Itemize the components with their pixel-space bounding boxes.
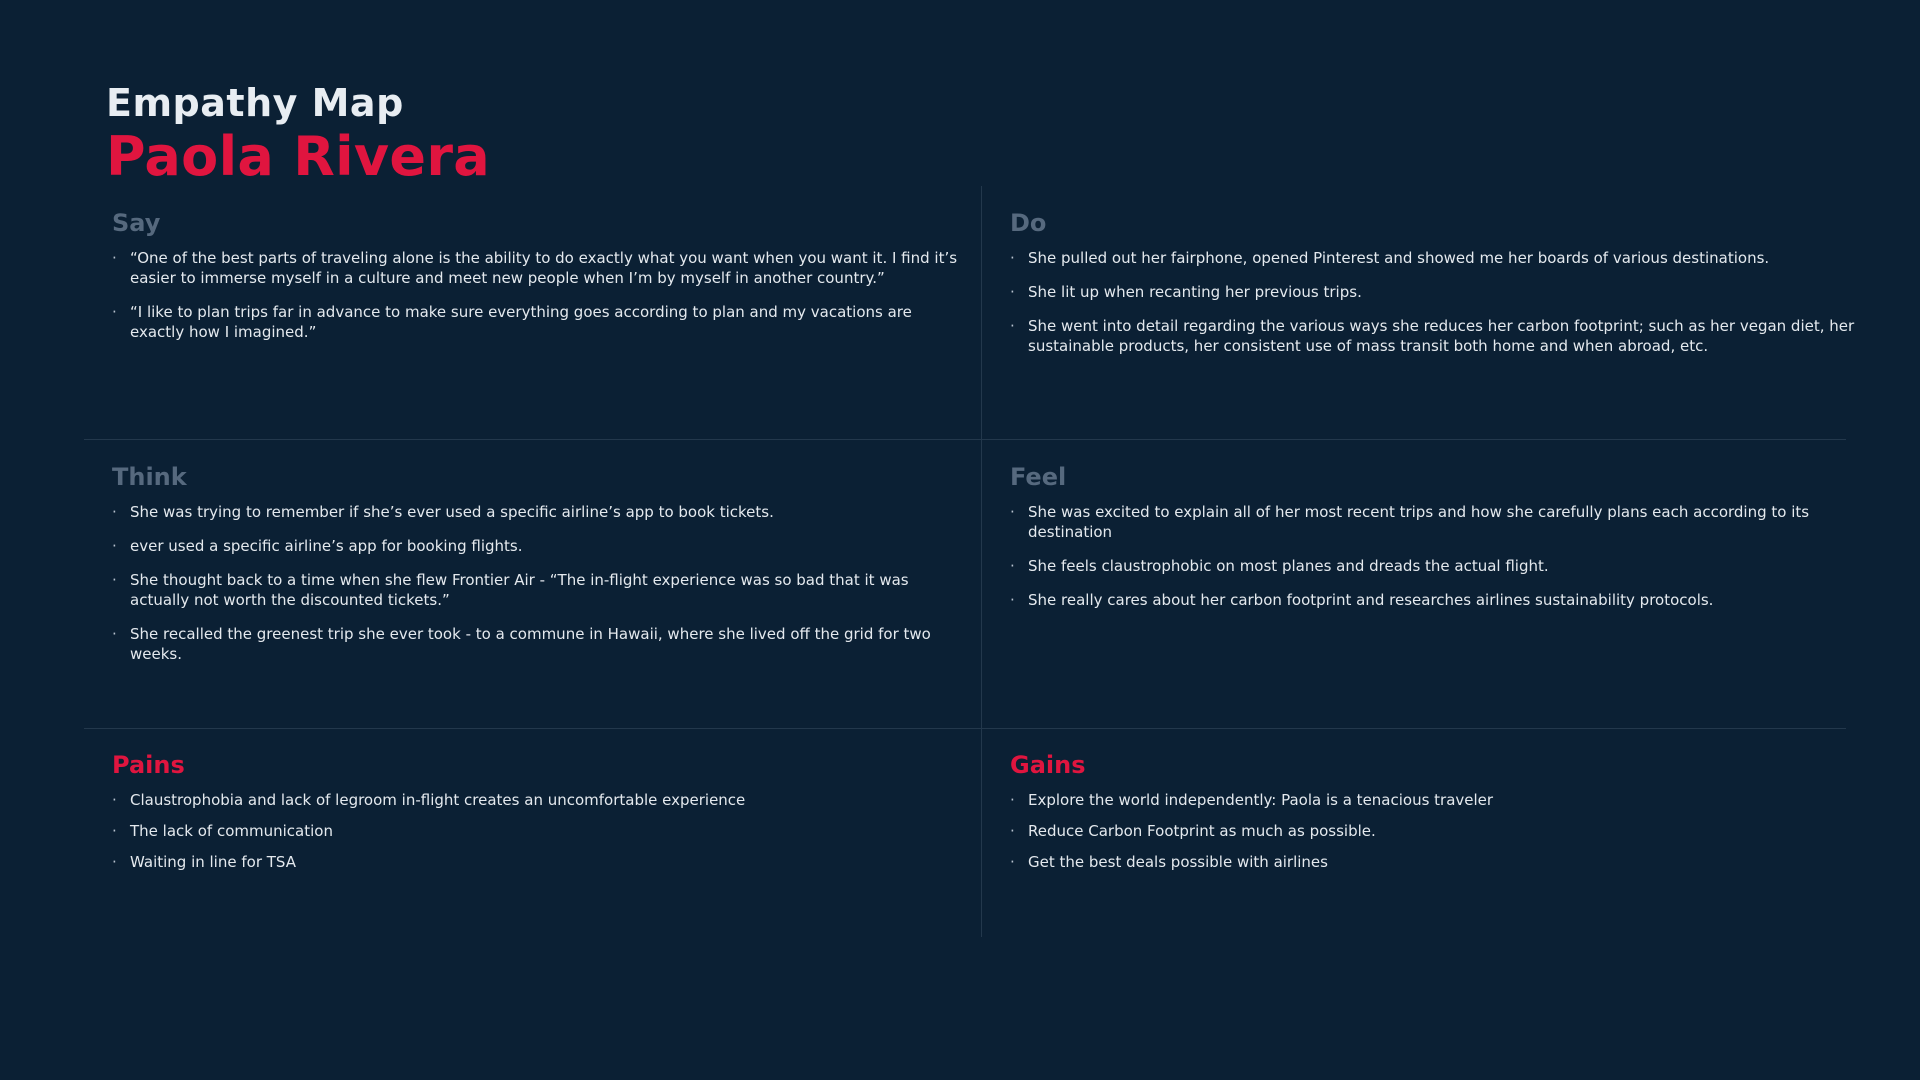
pains-list bbox=[112, 790, 962, 872]
feel-list bbox=[1010, 502, 1860, 610]
pains-heading: Pains bbox=[112, 751, 185, 779]
list-item: · She recalled the greenest trip she ever took - to a commune in Hawaii, where she lived off the grid for two weeks. bbox=[112, 624, 962, 664]
list-item: · She was excited to explain all of her most recent trips and how she carefully plans each according to its destination bbox=[1010, 502, 1860, 542]
list-item: · She thought back to a time when she flew Frontier Air - “The in-flight experience was so bad that it was actually not worth the discounted tickets.” bbox=[112, 570, 962, 610]
feel-quadrant bbox=[1010, 462, 1860, 624]
say-quadrant bbox=[112, 208, 962, 356]
list-item: · Get the best deals possible with airlines bbox=[1010, 852, 1860, 872]
pains-quadrant bbox=[112, 750, 962, 883]
list-item: · ever used a specific airline’s app for booking flights. bbox=[112, 536, 962, 556]
page-title: Empathy Map bbox=[106, 81, 404, 125]
page-header bbox=[106, 80, 490, 188]
list-item: · She pulled out her fairphone, opened Pinterest and showed me her boards of various destinations. bbox=[1010, 248, 1860, 268]
list-item: · She feels claustrophobic on most planes and dreads the actual flight. bbox=[1010, 556, 1860, 576]
think-quadrant bbox=[112, 462, 962, 678]
horizontal-divider-bottom bbox=[84, 728, 1846, 729]
say-heading: Say bbox=[112, 209, 161, 237]
list-item: · The lack of communication bbox=[112, 821, 962, 841]
gains-list bbox=[1010, 790, 1860, 872]
say-list bbox=[112, 248, 962, 342]
gains-quadrant bbox=[1010, 750, 1860, 883]
persona-name: Paola Rivera bbox=[106, 125, 490, 188]
list-item: · She went into detail regarding the various ways she reduces her carbon footprint; such as her vegan diet, her sustainable products, her consistent use of mass transit both home and when abroad, etc. bbox=[1010, 316, 1860, 356]
list-item: · Explore the world independently: Paola is a tenacious traveler bbox=[1010, 790, 1860, 810]
do-list bbox=[1010, 248, 1860, 356]
horizontal-divider-top bbox=[84, 439, 1846, 440]
feel-heading: Feel bbox=[1010, 463, 1067, 491]
list-item: · “One of the best parts of traveling alone is the ability to do exactly what you want when you want it. I find it’s easier to immerse myself in a culture and meet new people when I’m by myself in another country.” bbox=[112, 248, 962, 288]
list-item: · Reduce Carbon Footprint as much as possible. bbox=[1010, 821, 1860, 841]
do-quadrant bbox=[1010, 208, 1860, 370]
list-item: · Waiting in line for TSA bbox=[112, 852, 962, 872]
think-heading: Think bbox=[112, 463, 187, 491]
think-list bbox=[112, 502, 962, 664]
do-heading: Do bbox=[1010, 209, 1047, 237]
list-item: · She really cares about her carbon footprint and researches airlines sustainability protocols. bbox=[1010, 590, 1860, 610]
list-item: · She lit up when recanting her previous trips. bbox=[1010, 282, 1860, 302]
list-item: · She was trying to remember if she’s ever used a specific airline’s app to book tickets. bbox=[112, 502, 962, 522]
list-item: · Claustrophobia and lack of legroom in-flight creates an uncomfortable experience bbox=[112, 790, 962, 810]
vertical-divider bbox=[981, 186, 982, 937]
gains-heading: Gains bbox=[1010, 751, 1086, 779]
list-item: · “I like to plan trips far in advance to make sure everything goes according to plan and my vacations are exactly how I imagined.” bbox=[112, 302, 962, 342]
